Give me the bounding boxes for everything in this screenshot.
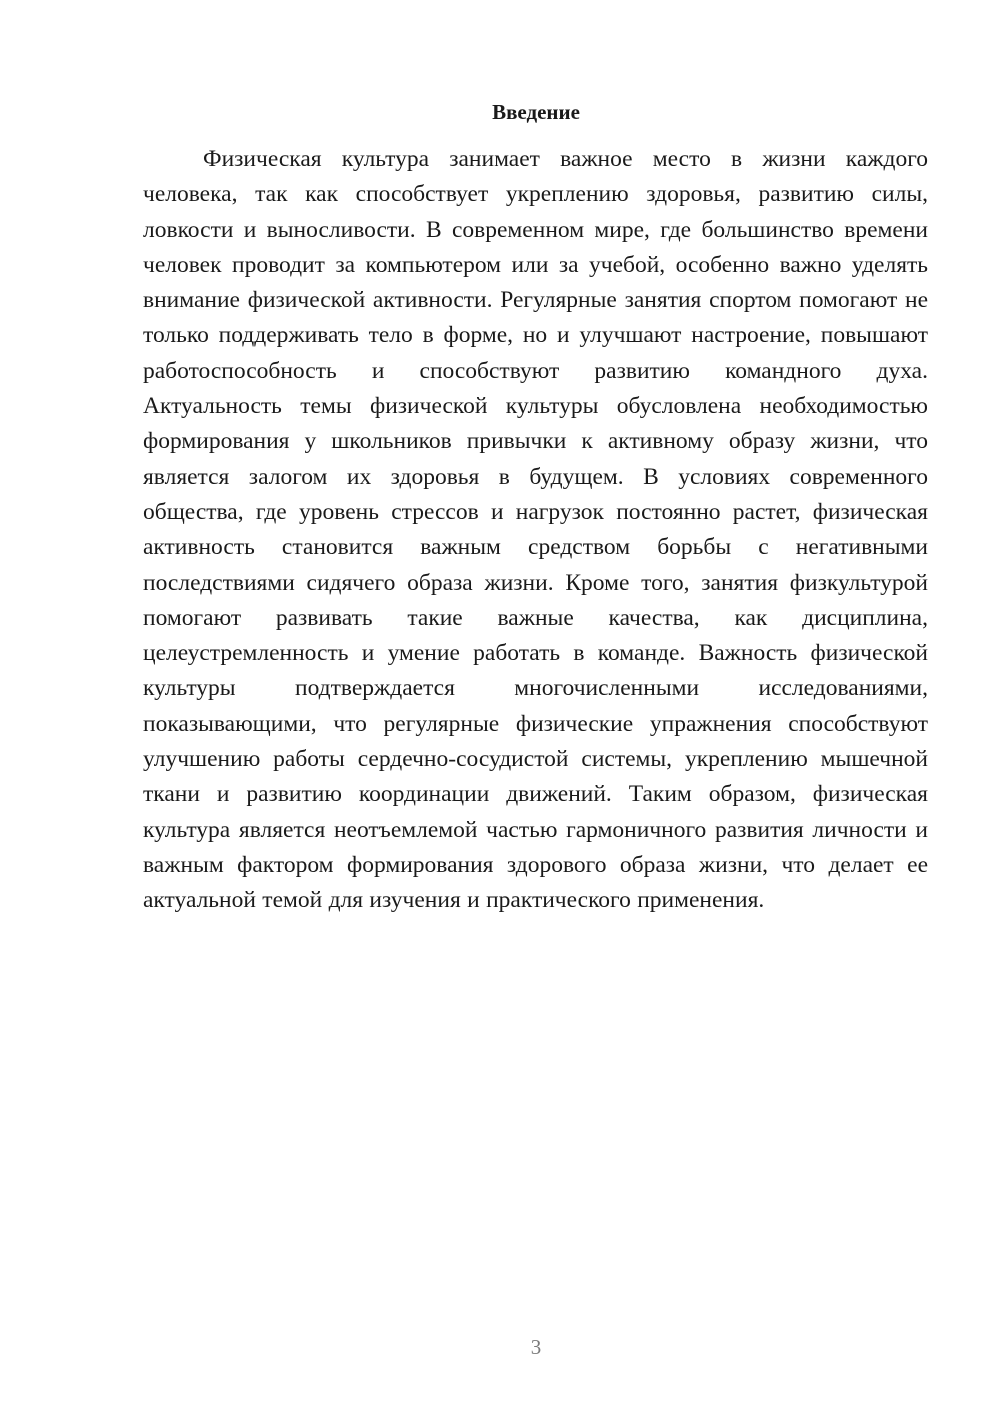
page-number: 3 bbox=[530, 1335, 542, 1359]
section-heading: Введение bbox=[492, 100, 580, 124]
body-paragraph: Физическая культура занимает важное место в жизни каждого человека, так как способствует укреплению здоровья, развитию силы, ловкости и выносливости. В современном мире, где большинство времени человек проводит за компьютером или за учебой, особенно важно уделять внимание физической активности. Регулярные занятия спортом помогают не только поддерживать тело в форме, но и улучшают настроение, повышают работоспособность и способствуют развитию командного духа. Актуальность темы физической культуры обусловлена необходимостью формирования у школьников привычки к активному образу жизни, что является залогом их здоровья в будущем. В условиях современного общества, где уровень стрессов и нагрузок постоянно растет, физическая активность становится важным средством борьбы с негативными последствиями сидячего образа жизни. Кроме того, занятия физкультурой помогают развивать такие важные качества, как дисциплина, целеустремленность и умение работать в команде. Важность физической культуры подтверждается многочисленными исследованиями, показывающими, что регулярные физические упражнения способствуют улучшению работы сердечно-сосудистой системы, укреплению мышечной ткани и развитию координации движений. Таким образом, физическая культура является неотъемлемой частью гармоничного развития личности и важным фактором формирования здорового образа жизни, что делает ее актуальной темой для изучения и практического применения. bbox=[143, 146, 928, 914]
